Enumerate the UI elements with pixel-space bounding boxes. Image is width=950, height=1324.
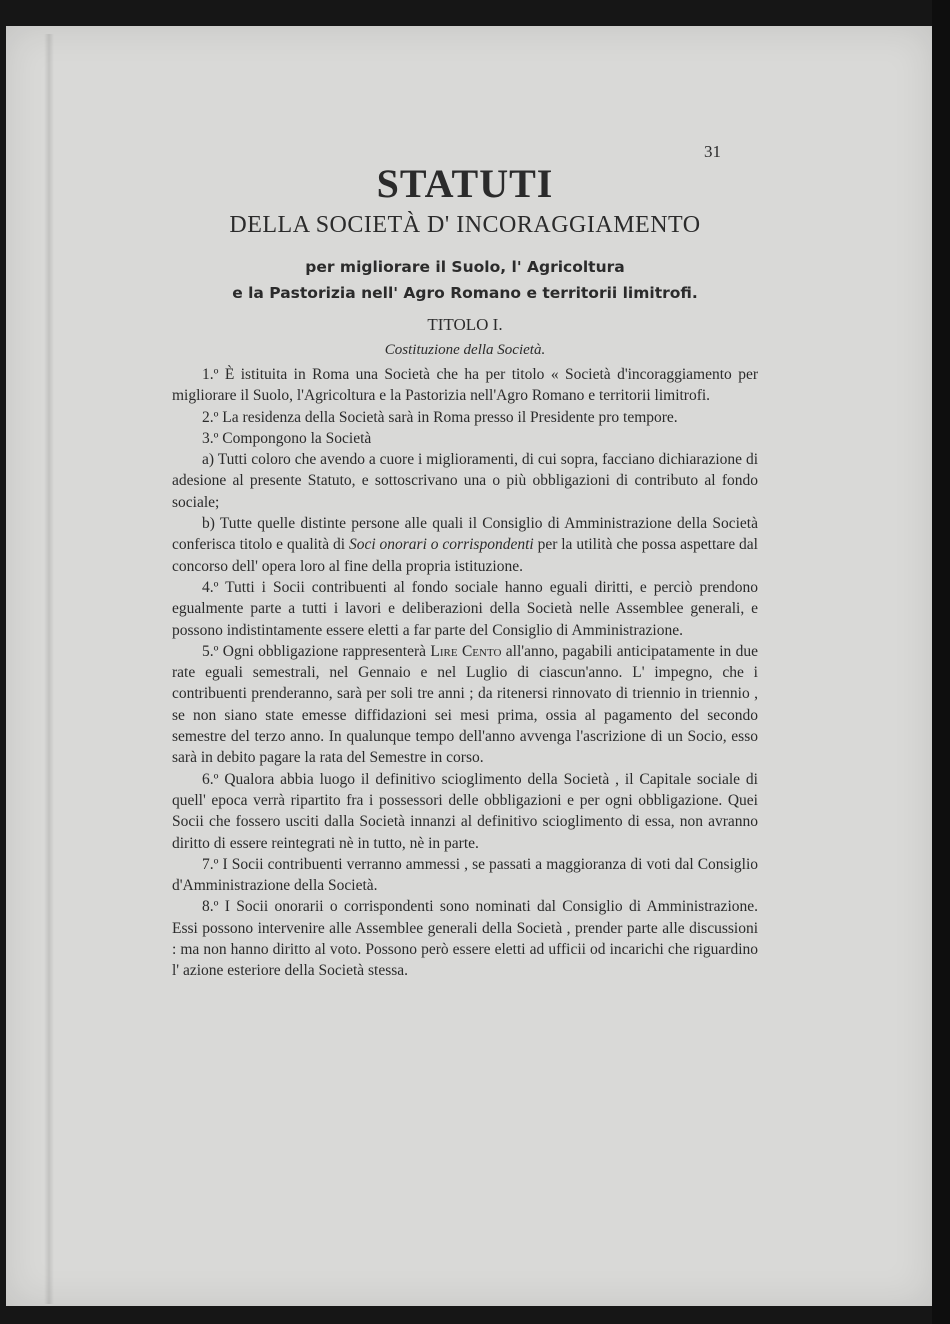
article-5-end: all'anno, pagabili anticipatamente in due rate eguali semestrali, nel Gennaio e nel Luglio di ciascun'anno. L' impegno, che i contribuenti prenderanno, sarà per soli tre anni ; da ritenersi rinnovato di triennio in triennio , se non siano state emesse diffidazioni sei mesi prima, ossia al pagamento del secondo semestre del terzo anno. In qualunque tempo dell'anno avvenga l'ascrizione di un Socio, esso sarà in debito pagare la rata del Semestre in corso.	[172, 642, 758, 767]
section-title: TITOLO I.	[427, 315, 503, 334]
article-6: 6.º Qualora abbia luogo il definitivo scioglimento della Società , il Capitale sociale di quell' epoca verrà ripartito fra i possessori delle obbligazioni e per ogni obbligazione. Quei Socii che fossero usciti dalla Società innanzi al definitivo scioglimento di essa, non avranno diritto di essere reintegrati nè in tutto, nè in parte.	[172, 770, 758, 852]
article-8: 8.º I Socii onorarii o corrispondenti sono nominati dal Consiglio di Amministrazione. Essi possono intervenire alle Assemblee generali della Società , prender parte alle discussioni : ma non hanno diritto al voto. Possono però essere eletti ad ufficii od incarichi che riguardino l' azione esteriore della Società stessa.	[172, 898, 758, 980]
document-body	[172, 160, 758, 982]
article-4: 4.º Tutti i Socii contribuenti al fondo sociale hanno eguali diritti, e perciò prendono egualmente parte a tutti i lavori e deliberazioni della Società nelle Assemblee generali, e possono indistintamente essere eletti a far parte del Consiglio di Amministrazione.	[172, 578, 758, 639]
purpose-line-1: per migliorare il Suolo, l' Agricoltura	[305, 258, 625, 276]
document-title: STATUTI	[376, 161, 554, 206]
article-3-b-end: per la utilità che possa aspettare dal concorso dell' opera loro al fine della propria istituzione.	[172, 536, 758, 575]
article-5-start: 5.º Ogni obbligazione rappresenterà	[202, 642, 427, 660]
article-3-b-start: b) Tutte quelle distinte persone alle quali il Consiglio di Amministrazione della Società conferisca titolo e qualità di	[172, 515, 758, 554]
article-1: 1.º È istituita in Roma una Società che ha per titolo « Società d'incoraggiamento per migliorare il Suolo, l'Agricoltura e la Pastorizia nell'Agro Romano e territorii limitrofi.	[172, 366, 758, 405]
binding-shadow	[44, 34, 54, 1304]
section-subtitle: Costituzione della Società.	[384, 342, 546, 358]
article-3-a: a) Tutti coloro che avendo a cuore i miglioramenti, di cui sopra, facciano dichiarazione di adesione al presente Statuto, e sottoscrivano una o più obbligazioni di contributo al fondo sociale;	[172, 451, 758, 511]
document-subtitle: DELLA SOCIETÀ D' INCORAGGIAMENTO	[229, 212, 701, 238]
article-3: 3.º Compongono la Società	[202, 429, 372, 447]
article-3-b	[172, 513, 758, 577]
scan-border	[932, 0, 950, 1324]
article-5	[172, 641, 758, 769]
article-5-amount: Lire Cento	[430, 642, 502, 660]
purpose-line-2: e la Pastorizia nell' Agro Romano e territorii limitrofi.	[232, 284, 698, 302]
article-3-b-italic: Soci onorari o corrispondenti	[348, 536, 534, 554]
page-number: 31	[704, 142, 721, 161]
article-7: 7.º I Socii contribuenti verranno ammessi , se passati a maggioranza di voti dal Consiglio d'Amministrazione della Società.	[172, 855, 758, 895]
article-2: 2.º La residenza della Società sarà in Roma presso il Presidente pro tempore.	[202, 408, 678, 426]
